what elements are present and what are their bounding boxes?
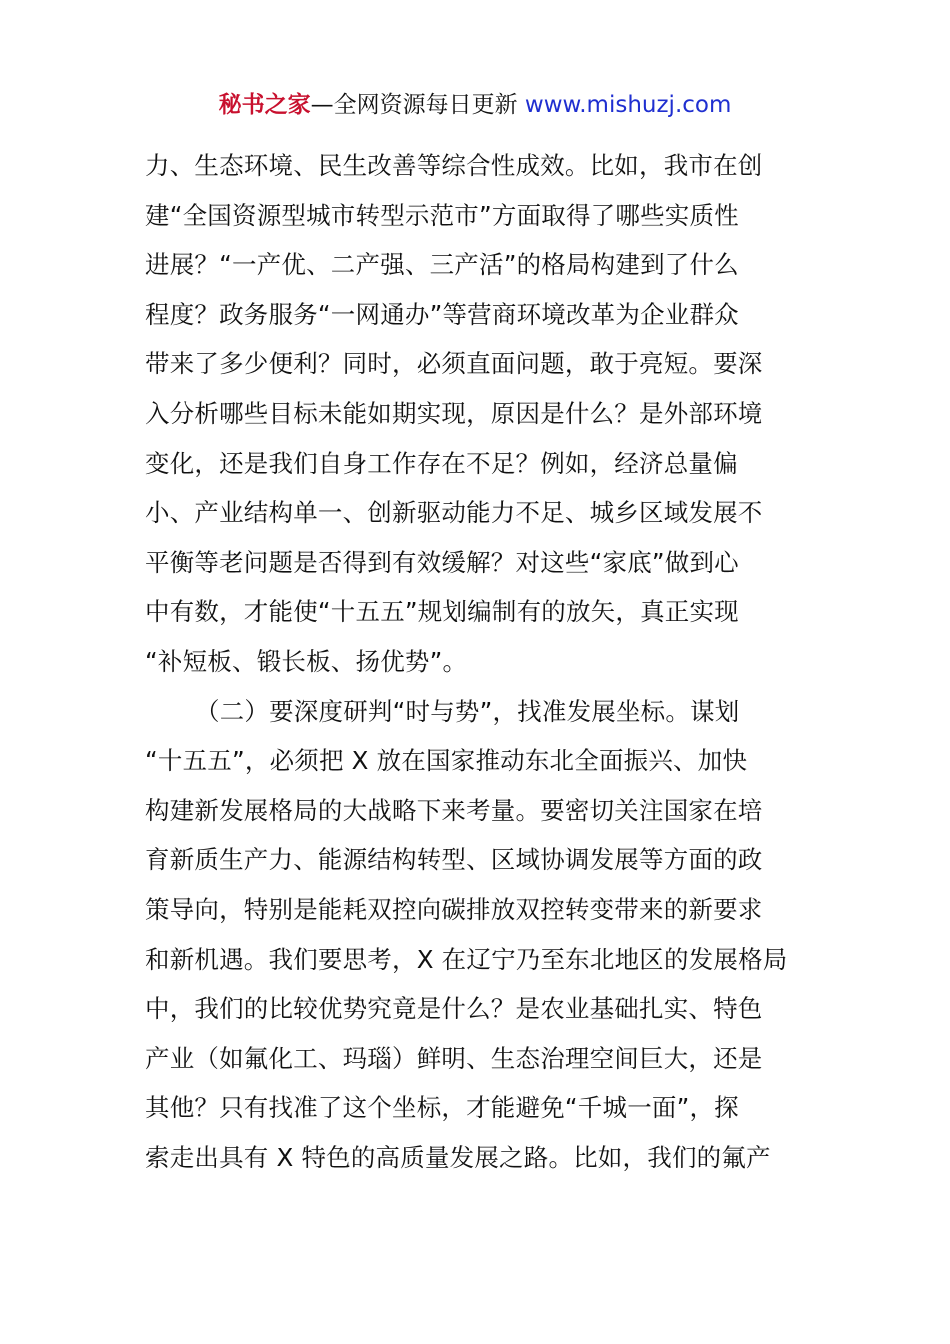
text-line: 带来了多少便利？同时，必须直面问题，敢于亮短。要深 — [145, 349, 763, 379]
text-line: 中，我们的比较优势究竟是什么？是农业基础扎实、特色 — [145, 994, 763, 1024]
text-line: 中有数，才能使“十五五”规划编制有的放矢，真正实现 — [145, 597, 739, 627]
text-line: 建“全国资源型城市转型示范市”方面取得了哪些实质性 — [145, 200, 739, 230]
text-line: 其他？只有找准了这个坐标，才能避免“千城一面”，探 — [145, 1093, 739, 1123]
text-line: 变化，还是我们自身工作存在不足？例如，经济总量偏 — [145, 448, 738, 478]
section-heading-line: （二）要深度研判“时与势”，找准发展坐标。谋划 — [195, 696, 740, 726]
text-line: 力、生态环境、民生改善等综合性成效。比如，我市在创 — [145, 151, 763, 180]
site-header — [0, 88, 950, 122]
site-url-link[interactable]: www.mishuzj.com — [524, 92, 732, 118]
text-line: 平衡等老问题是否得到有效缓解？对这些“家底”做到心 — [145, 547, 739, 577]
text-line: 小、产业结构单一、创新驱动能力不足、城乡区域发展不 — [145, 498, 763, 528]
text-line: 育新质生产力、能源结构转型、区域协调发展等方面的政 — [145, 845, 763, 875]
brand-name: 秘书之家 — [218, 92, 311, 118]
text-line: 和新机遇。我们要思考，X 在辽宁乃至东北地区的发展格局 — [145, 944, 788, 974]
text-line: 入分析哪些目标未能如期实现，原因是什么？是外部环境 — [145, 398, 763, 428]
text-line: 进展？“一产优、二产强、三产活”的格局构建到了什么 — [145, 250, 739, 280]
document-body — [145, 141, 810, 1182]
text-line: 策导向，特别是能耗双控向碳排放双控转变带来的新要求 — [145, 894, 763, 924]
text-line: 构建新发展格局的大战略下来考量。要密切关注国家在培 — [145, 795, 763, 825]
text-line: 索走出具有 X 特色的高质量发展之路。比如，我们的氟产 — [145, 1142, 771, 1172]
text-line: 程度？政务服务“一网通办”等营商环境改革为企业群众 — [145, 299, 739, 329]
text-line: “补短板、锻长板、扬优势”。 — [145, 646, 468, 676]
text-line: “十五五”，必须把 X 放在国家推动东北全面振兴、加快 — [145, 746, 748, 776]
header-tagline: —全网资源每日更新 — [310, 92, 525, 118]
text-line: 产业（如氟化工、玛瑙）鲜明、生态治理空间巨大，还是 — [145, 1043, 763, 1073]
